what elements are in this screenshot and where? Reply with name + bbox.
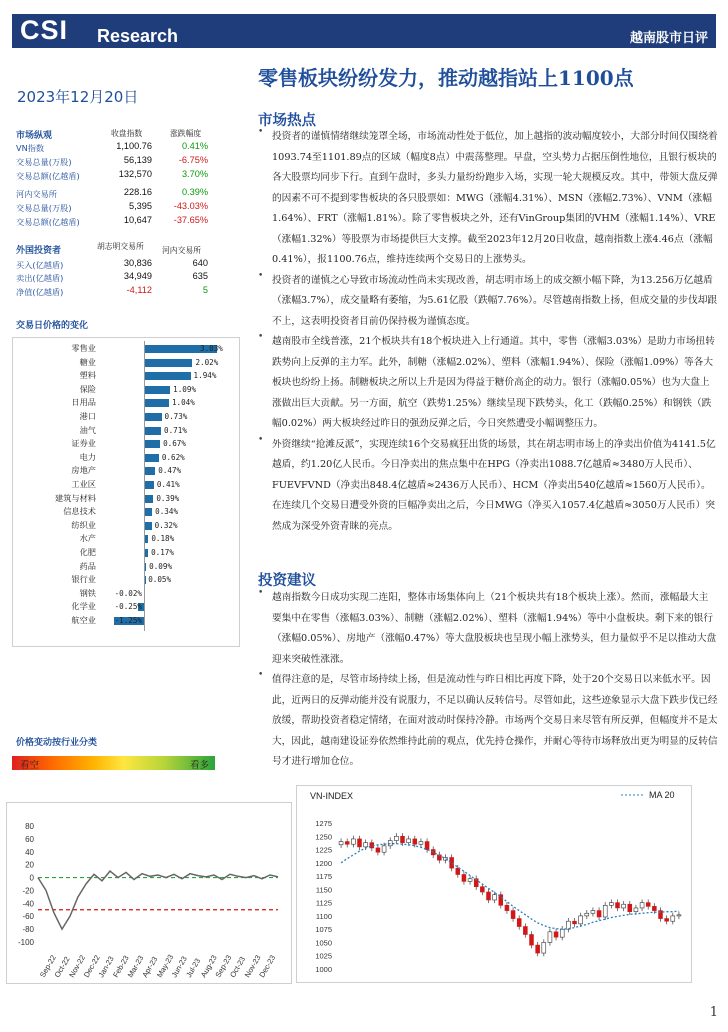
row-label: 交易总额(亿越盾) [16, 217, 80, 227]
y-tick-label: -60 [22, 912, 34, 922]
row-value: 34,949 [123, 271, 152, 281]
x-tick-label: Dec-23 [257, 953, 278, 979]
candle-body [382, 846, 386, 852]
bullet-item [258, 435, 718, 538]
x-tick-label: Dec-22 [81, 953, 102, 979]
candle-body [456, 868, 460, 874]
report-name: 越南股市日评 [629, 31, 708, 46]
candle-body [517, 919, 521, 927]
candle-body [401, 836, 405, 842]
sentiment-line-chart [6, 802, 290, 982]
row-change: -6.75% [178, 155, 208, 165]
sector-value-label: -0.02% [114, 588, 142, 598]
sector-bar [144, 454, 159, 462]
y-tick-label: 60 [25, 834, 34, 844]
x-tick-label: Nov-22 [67, 953, 88, 979]
x-tick-label: Oct-23 [228, 955, 248, 979]
candle-body [548, 932, 552, 943]
sector-value-label: 0.05% [148, 575, 172, 585]
sector-bar [144, 413, 162, 421]
y-tick-label: -100 [17, 938, 34, 947]
sector-bar [144, 399, 169, 407]
sector-label: 信息技术 [63, 506, 96, 517]
sector-bar [144, 386, 170, 394]
sector-bar [144, 359, 192, 367]
sector-value-label: 0.32% [154, 520, 178, 530]
candle-body [536, 945, 540, 953]
market-hotspot-body [258, 127, 718, 537]
candle-body [652, 906, 656, 910]
candle-body [585, 913, 589, 916]
row-change: -37.65% [173, 215, 208, 225]
sector-value-label: 1.09% [173, 384, 197, 394]
sector-label: 油气 [79, 424, 96, 435]
sector-label: 航空业 [71, 615, 96, 625]
row-label: 净值(亿越盾) [16, 287, 64, 297]
sector-label: 电力 [79, 451, 96, 462]
row-value: 30,836 [123, 258, 152, 268]
x-tick-label: Sep-22 [37, 953, 58, 979]
sector-value-label: 0.34% [155, 507, 179, 517]
row-label: 河内交易所 [16, 189, 57, 199]
row-value: 228.16 [123, 187, 152, 197]
candle-body [622, 904, 626, 908]
candle-body [640, 903, 644, 908]
row-label: 交易总量(万股) [16, 157, 72, 167]
candle-body [616, 903, 620, 908]
row-label: 卖出(亿越盾) [16, 273, 64, 283]
sector-bar [144, 372, 191, 380]
y-tick-label: 0 [29, 873, 34, 883]
bullet-item [258, 670, 718, 773]
col-hose: 胡志明交易所 [97, 242, 144, 251]
y-tick-label: 1100 [315, 911, 332, 921]
candle-body [487, 892, 491, 900]
bullet-item [258, 588, 718, 670]
sector-bar [144, 508, 152, 516]
y-tick-label: 1275 [315, 819, 332, 828]
y-tick-label: 1050 [315, 938, 332, 948]
x-tick-label: May-23 [154, 952, 176, 979]
sentiment-title: 价格变动按行业分类 [16, 738, 98, 748]
y-tick-label: 80 [25, 822, 34, 831]
x-tick-label: Jul-23 [184, 956, 203, 979]
sector-value-label: 1.04% [171, 398, 195, 408]
sector-label: 零售业 [71, 343, 96, 353]
sector-value-label: 1.94% [193, 371, 217, 381]
paragraph: 越南股市全线普涨，21个板块共有18个板块进入上行通道。其中，零售（涨幅3.03%）是助力市场扭转跌势向上反弹的主力军。此外，制糖（涨幅2.02%）、塑料（涨幅1.94%）、保险（涨幅1.09%）等各大板块也纷纷上扬。制糖板块之所以上升是因为得益于糖价高企的动力。银行（涨幅0.05%）也为大盘上涨做出巨大贡献。另一方面，航空（跌势1.25%）继续呈现下跌势头，化工（跌幅0.25%）和钢铁（跌幅0.02%）两大板块经过昨日的强劲反弹之后，今日突然遭受小幅调整压力。 [272, 336, 715, 429]
y-tick-label: -80 [22, 925, 34, 935]
ma20-line [341, 844, 679, 930]
sector-bar [144, 495, 153, 503]
y-tick-label: 1025 [315, 951, 332, 961]
row-label: 买入(亿越盾) [16, 260, 64, 270]
col-change: 涨跌幅度 [170, 129, 202, 138]
sector-value-label: 0.67% [163, 439, 186, 449]
y-tick-label: 1125 [315, 898, 332, 908]
x-tick-label: Mar-23 [125, 953, 146, 979]
sector-bar [144, 522, 152, 530]
bearish-label: 看空 [20, 760, 40, 771]
sector-value-label: 0.73% [164, 412, 188, 421]
candle-body [339, 842, 343, 845]
bullet-dot: • [258, 670, 264, 680]
y-tick-label: 1175 [315, 872, 332, 882]
paragraph: 值得注意的是，尽管市场持续上扬，但是流动性与昨日相比再度下降，处于20个交易日以来低水平。因此，近两日的反弹动能并没有说服力，不足以确认反转信号。尽管如此，这些迹象显示大盘下跌步伐已经放缓，帮助投资者稳定情绪，在面对波动时保持冷静。市场两个交易日来尽管有所反弹，但幅度并不是太大，因此，越南建设证券依然维持此前的观点，优先持仓操作，并耐心等待市场释放出更为明显的反转信号才进行增加仓位。 [272, 674, 718, 767]
y-tick-label: 40 [25, 847, 34, 857]
market-hotspot-title: 市场热点 [258, 113, 316, 129]
row-change: -43.03% [173, 201, 208, 211]
sector-label: 房地产 [71, 465, 96, 476]
bullet-dot: • [258, 270, 264, 281]
y-tick-label: -40 [22, 899, 34, 909]
candle-body [358, 839, 362, 847]
sector-value-label: 0.09% [149, 561, 173, 571]
legend-label: MA 20 [649, 790, 675, 800]
candle-body [450, 858, 454, 869]
candle-body [419, 842, 423, 845]
row-value: 5 [202, 285, 208, 295]
sector-value-label: 3.03% [200, 344, 223, 353]
row-label: 交易总量(万股) [16, 203, 72, 213]
row-value: 56,139 [123, 155, 152, 165]
y-tick-label: 1075 [315, 925, 332, 935]
candle-body [628, 904, 632, 911]
sector-bar [144, 427, 161, 435]
row-value: 635 [192, 271, 208, 281]
sector-bar [144, 440, 160, 448]
candle-body [523, 927, 527, 935]
sector-value-label: 0.71% [164, 425, 187, 435]
bullet-dot: • [258, 332, 264, 342]
sector-value-label: 0.62% [161, 452, 185, 462]
row-value: 640 [192, 258, 208, 268]
row-value: 132,570 [118, 169, 152, 179]
sector-label: 建筑与材料 [55, 492, 96, 503]
bullet-dot: • [258, 127, 264, 137]
x-tick-label: Apr-23 [140, 955, 160, 979]
y-tick-label: 1150 [315, 885, 332, 895]
candle-body [573, 921, 577, 924]
candle-body [511, 911, 515, 919]
candle-body [554, 932, 558, 937]
y-tick-label: 1200 [315, 858, 332, 868]
zero-axis [144, 341, 145, 631]
candle-body [493, 895, 497, 900]
foreign-investors-title: 外国投资者 [16, 246, 62, 256]
sentiment-gradient-bar [12, 756, 215, 770]
row-value: 1,100.76 [116, 141, 152, 151]
vnindex-candlestick-chart [296, 785, 690, 981]
y-tick-label: 20 [25, 860, 34, 870]
candle-body [468, 879, 472, 882]
market-overview-title: 市场纵观 [16, 131, 53, 141]
candle-body [462, 874, 466, 881]
candle-body [364, 843, 368, 847]
col-hnx: 河内交易所 [162, 246, 201, 255]
x-tick-label: Feb-23 [111, 953, 131, 979]
candle-body [579, 916, 583, 924]
row-label: VN指数 [16, 143, 45, 153]
sector-value-label: 2.02% [195, 357, 219, 367]
row-value: 5,395 [129, 201, 152, 211]
sector-bar-chart [14, 345, 236, 645]
x-tick-label: Jan-23 [96, 954, 116, 979]
sector-value-label: 0.41% [156, 480, 180, 489]
brand-logo: CSI [20, 15, 69, 45]
sector-label: 银行业 [71, 574, 96, 585]
sector-label: 化肥 [79, 547, 96, 557]
bullet-dot: • [258, 588, 264, 598]
sector-value-label: 0.39% [156, 493, 180, 503]
candle-body [542, 942, 546, 953]
sector-label: 糖业 [79, 356, 96, 367]
x-tick-label: Oct-22 [52, 955, 72, 979]
candle-body [505, 905, 509, 910]
y-tick-label: 1000 [315, 965, 332, 974]
candle-body [413, 839, 417, 844]
paragraph: 外资继续“抢滩反派”，实现连续16个交易疯狂出货的场景，其在胡志明市场上的净卖出价值为4141.5亿越盾，约1.20亿人民币。今日净卖出的焦点集中在HPG（净卖出1088.7亿越盾≈3480万人民币）、FUEVFVND（净卖出848.4亿越盾≈2436万人民币）、HCM（净卖出540亿越盾≈1560万人民币）。在连续几个交易日遭受外资的巨幅净卖出之后，今日MWG（净买入1057.4亿越盾≈3050万人民币）突然成为深受外资青睐的亮点。 [272, 438, 716, 532]
sector-chart-title: 交易日价格的变化 [16, 321, 89, 331]
candle-body [646, 903, 650, 907]
row-label: 交易总额(亿越盾) [16, 171, 80, 181]
sector-bar [144, 467, 155, 475]
candle-body [671, 916, 675, 921]
candle-body [634, 908, 638, 912]
brand-logo-sub: Research [97, 26, 179, 46]
sector-label: 证券业 [71, 438, 96, 449]
candle-body [480, 887, 484, 892]
row-change: 3.70% [181, 169, 208, 179]
sentiment-line [38, 871, 278, 929]
x-tick-label: Aug-23 [198, 953, 219, 979]
sector-label: 钢铁 [79, 587, 96, 598]
sector-bar [144, 481, 154, 489]
bullish-label: 看多 [190, 760, 210, 771]
y-tick-label: -20 [22, 886, 34, 896]
candle-body [376, 848, 380, 852]
page-number: 1 [709, 1005, 718, 1020]
candle-body [345, 842, 349, 845]
candle-body [351, 839, 355, 844]
sector-label: 水产 [79, 533, 96, 544]
x-tick-label: Nov-23 [242, 953, 263, 979]
sector-label: 港口 [79, 411, 96, 421]
bullet-dot: • [258, 434, 264, 445]
sector-label: 塑料 [79, 370, 96, 381]
col-close: 收盘指数 [111, 129, 143, 138]
bullet-item [258, 271, 718, 333]
sector-value-label: 0.47% [158, 466, 182, 476]
candle-body [591, 911, 595, 914]
candle-body [609, 903, 613, 906]
candle-body [394, 836, 398, 840]
y-tick-label: 1225 [315, 845, 332, 855]
sector-value-label: -1.25% [114, 616, 142, 625]
row-value: -4,112 [126, 285, 152, 295]
sector-value-label: 0.18% [151, 534, 175, 544]
candle-body [407, 839, 411, 843]
investment-advice-title: 投资建议 [258, 573, 316, 589]
sector-value-label: -0.25% [114, 602, 142, 612]
bullet-item [258, 332, 718, 435]
sector-label: 保险 [79, 383, 96, 394]
sector-label: 工业区 [71, 479, 96, 489]
x-tick-label: Jun-23 [169, 954, 189, 979]
candle-body [603, 905, 607, 917]
sector-value-label: 0.17% [151, 548, 174, 557]
bullet-item [258, 127, 718, 271]
row-change: 0.39% [181, 187, 208, 197]
candle-body [530, 934, 534, 945]
paragraph: 投资者的谨慎之心导致市场流动性尚未实现改善，胡志明市场上的成交额小幅下降，为13.256万亿越盾（涨幅3.7%），成交量略有萎缩，为5.61亿股（跌幅7.76%）。尽管越南指数上扬，但成交量的步伐却跟不上，这表明投资者目前仍保持极为谨慎态度。 [272, 274, 718, 327]
candle-body [560, 929, 564, 937]
y-tick-label: 1250 [315, 832, 332, 842]
paragraph: 越南指数今日成功实现二连阳，整体市场集体向上（21个板块共有18个板块上涨）。然而，涨幅最大主要集中在零售（涨幅3.03%）、制糖（涨幅2.02%）、塑料（涨幅1.94%）等中小盘板块。剩下来的银行（涨幅0.05%）、房地产（涨幅0.47%）等大盘股板块也呈现小幅上涨势头，但力量似乎不足以推动大盘迎来突破性涨涨。 [272, 592, 717, 665]
row-change: 0.41% [181, 141, 208, 151]
sector-label: 化学业 [71, 601, 96, 612]
investment-advice-body [258, 588, 718, 773]
candle-body [677, 915, 681, 916]
headline: 零售板块纷纷发力，推动越指站上1100点 [258, 66, 634, 90]
candle-body [665, 919, 669, 922]
chart-title: VN-INDEX [310, 791, 354, 801]
sector-label: 日用品 [71, 397, 96, 408]
paragraph: 投资者的谨慎情绪继续笼罩全场，市场流动性处于低位，加上越指的波动幅度较小，大部分时间仅围绕着1093.74至1101.89点的区域（幅度8点）中震荡整理。早盘，空头势力占据压倒性地位，且银行板块的各大股票均同步下行。直到午盘时，多头力量纷纷跑步入场，实现一轮大规模反攻。其中，带领大盘反弹的因素不可不提到零售板块的各只股票如：MWG（涨幅4.31%）、MSN（涨幅2.73%）、VNM（涨幅1.64%）、FRT（涨幅1.81%）。除了零售板块之外，还有VinGroup集团的VHM（涨幅1.14%）、VRE（涨幅1.32%）等股票为市场提供巨大支撑。截至2023年12月20日收盘，越南指数上涨4.46点（涨幅0.41%），报1100.76点，维持连续两个交易日的上涨势头。 [272, 131, 718, 265]
x-tick-label: Sep-23 [213, 953, 234, 979]
report-date: 2023年12月20日 [17, 88, 139, 106]
candle-body [597, 911, 601, 917]
sector-label: 药品 [79, 560, 96, 571]
sector-label: 纺织业 [71, 519, 96, 530]
row-value: 10,647 [123, 215, 152, 225]
